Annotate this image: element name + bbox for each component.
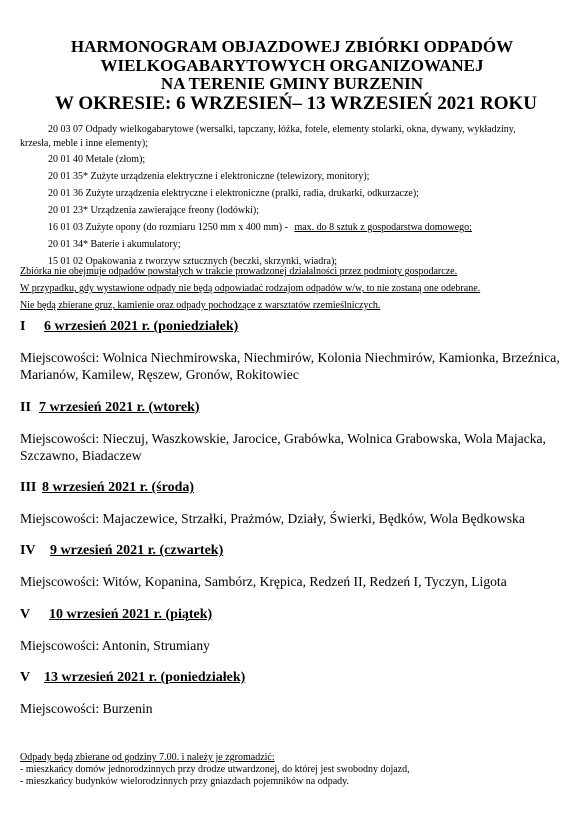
day-heading [20, 606, 570, 624]
schedule-days [20, 318, 570, 732]
collection-time-note: Odpady będą zbierane od godziny 7.00. i należy je zgromadzić: [20, 752, 275, 763]
collection-notes [20, 266, 576, 317]
waste-code-item [20, 204, 576, 218]
waste-code-text: 20 01 23* Urządzenia zawierające freony (lodówki); [48, 205, 260, 217]
day-heading [20, 399, 570, 417]
day-date: 8 wrzesień 2021 r. (środa) [42, 480, 195, 496]
day-places: Miejscowości: Burzenin [20, 701, 153, 717]
schedule-day [20, 542, 570, 590]
waste-code-text: 20 03 07 Odpady wielkogabarytowe (wersalki, tapczany, łóżka, fotele, elementy stolarki, okna, dywany, wykładziny, [48, 124, 516, 135]
day-number: III [20, 480, 37, 496]
day-date: 7 wrzesień 2021 r. (wtorek) [39, 399, 200, 415]
day-number: I [20, 319, 26, 334]
day-heading [20, 479, 570, 497]
tyre-code-text: 16 01 03 Zużyte opony (do rozmiaru 1250 mm x 400 mm) - [48, 222, 291, 234]
day-number: V [20, 670, 31, 686]
day-date: 10 wrzesień 2021 r. (piątek) [49, 606, 213, 622]
day-heading [20, 542, 570, 560]
waste-code-item [20, 170, 576, 184]
day-date: 13 wrzesień 2021 r. (poniedziałek) [44, 670, 246, 686]
day-date: 9 wrzesień 2021 r. (czwartek) [50, 543, 224, 559]
waste-code-text [20, 221, 576, 235]
collection-instructions [20, 752, 576, 788]
waste-code-text: 15 01 02 Opakowania z tworzyw sztucznych (beczki, skrzynki, wiadra); [48, 255, 338, 267]
title-line-2: WIELKOGABARYTOWYCH ORGANIZOWANEJ [100, 55, 484, 75]
document-title [0, 38, 584, 114]
tyre-limit-note: max. do 8 sztuk z gospodarstwa domowego; [294, 222, 472, 234]
waste-code-text: 20 01 35* Zużyte urządzenia elektryczne i elektroniczne (telewizory, monitory); [48, 171, 370, 183]
waste-codes-list [20, 123, 576, 272]
note-wrong-waste: W przypadku, gdy wystawione odpady nie będą odpowiadać rodzajom odpadów w/w, to nie zostaną one odebrane. [20, 283, 481, 294]
day-heading [20, 318, 570, 336]
schedule-day [20, 318, 570, 384]
waste-code-text: 20 01 34* Baterie i akumulatory; [48, 238, 181, 250]
note-rubble: Nie będą zbierane gruz, kamienie oraz odpady pochodzące z warsztatów rzemieślniczych. [20, 300, 381, 311]
waste-code-item [20, 187, 576, 201]
schedule-day [20, 399, 570, 465]
instruction-bullet: - mieszkańcy domów jednorodzinnych przy drodze utwardzonej, do której jest swobodny dojazd, [20, 764, 410, 775]
day-places: Miejscowości: Witów, Kopanina, Sambórz, Krępica, Redzeń II, Redzeń I, Tyczyn, Ligota [20, 574, 507, 590]
day-number: IV [20, 543, 36, 559]
day-number: V [20, 606, 31, 622]
note-business-waste: Zbiórka nie obejmuje odpadów powstałych w trakcie prowadzonej działalności przez podmioty gospodarcze. [20, 266, 458, 277]
day-date: 6 wrzesień 2021 r. (poniedziałek) [44, 319, 239, 334]
day-number: II [20, 399, 31, 415]
waste-code-item [20, 123, 576, 150]
schedule-day [20, 479, 570, 527]
waste-code-text: 20 01 36 Zużyte urządzenia elektryczne i elektroniczne (pralki, radia, drukarki, odkurzacze); [48, 188, 419, 200]
day-places: Miejscowości: Nieczuj, Waszkowskie, Jarocice, Grabówka, Wolnica Grabowska, Wola Majacka, Szczawno, Biadaczew [20, 430, 546, 463]
schedule-day [20, 606, 570, 654]
schedule-day [20, 669, 570, 717]
instruction-bullet: - mieszkańcy budynków wielorodzinnych przy gniazdach pojemników na odpady. [20, 776, 349, 787]
day-places: Miejscowości: Antonin, Strumiany [20, 637, 210, 653]
title-line-4: W OKRESIE: 6 WRZESIEŃ– 13 WRZESIEŃ 2021 ROKU [55, 92, 537, 114]
waste-code-item [20, 221, 576, 235]
day-heading [20, 669, 570, 687]
waste-code-continuation: krzesła, meble i inne elementy); [20, 137, 149, 149]
waste-code-item [20, 153, 576, 167]
title-line-3: NA TERENIE GMINY BURZENIN [160, 74, 424, 93]
waste-code-text: 20 01 40 Metale (złom); [48, 154, 146, 166]
waste-code-item [20, 238, 576, 252]
day-places: Miejscowości: Wolnica Niechmirowska, Niechmirów, Kolonia Niechmirów, Kamionka, Brzeźnica, Marianów, Kamilew, Ręszew, Gronów, Rokitowiec [20, 350, 560, 383]
title-line-1: HARMONOGRAM OBJAZDOWEJ ZBIÓRKI ODPADÓW [70, 37, 514, 56]
day-places: Miejscowości: Majaczewice, Strzałki, Prażmów, Działy, Świerki, Będków, Wola Będkowska [20, 511, 525, 527]
